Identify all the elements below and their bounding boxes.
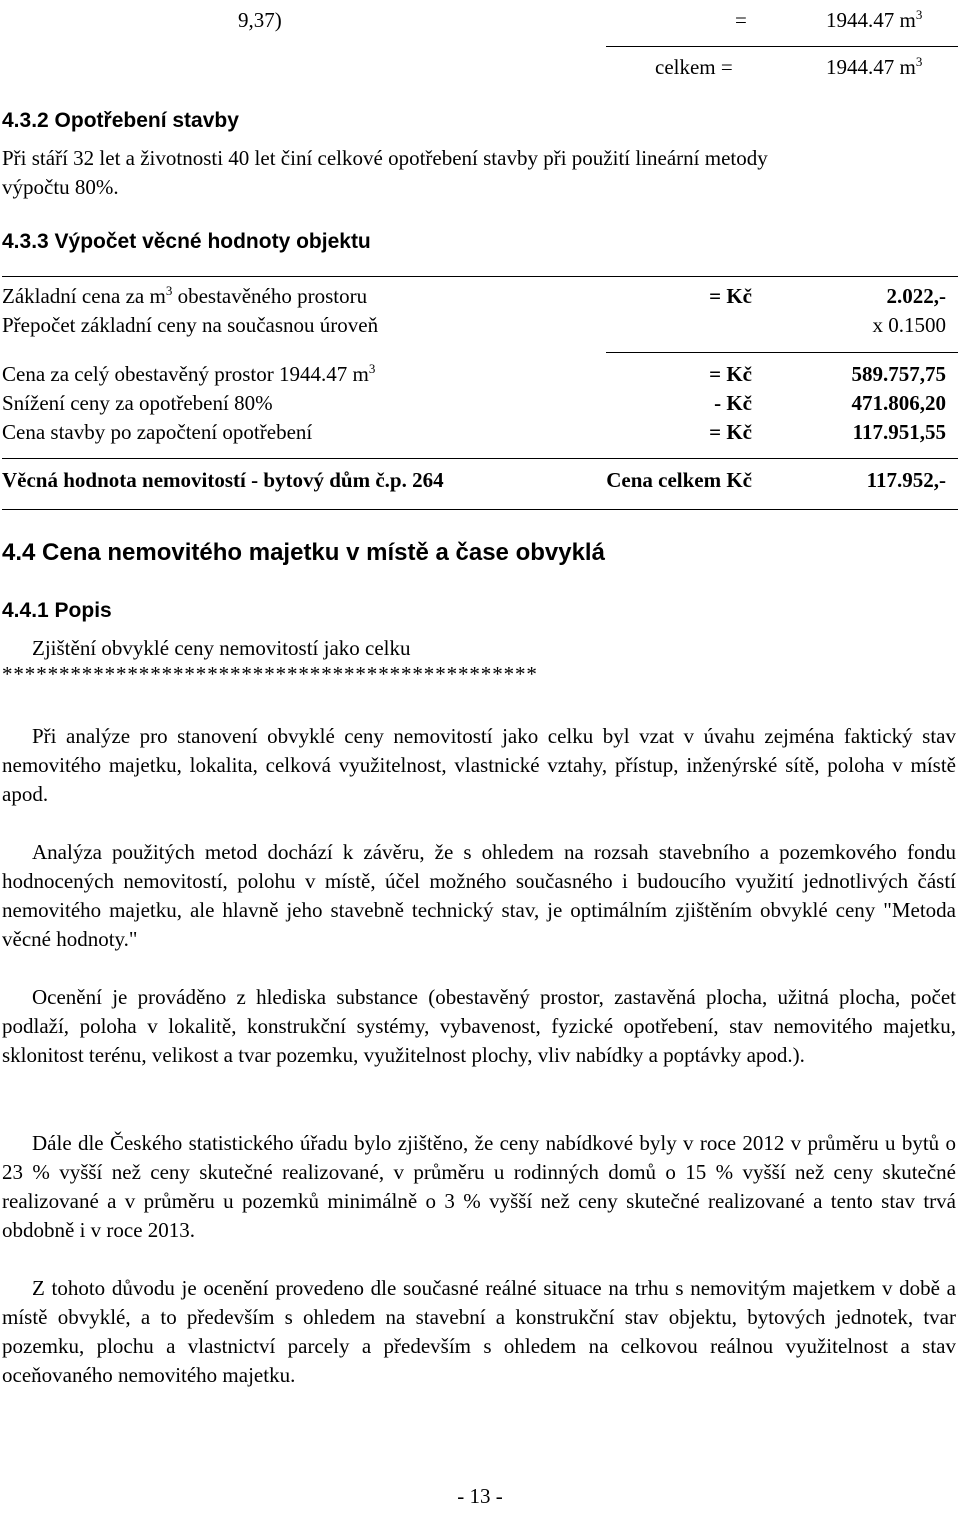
wear-text-line: Při stáří 32 let a životnosti 40 let činí celkové opotřebení stavby při použití lineární metody (2, 146, 768, 170)
section-heading-wear: 4.3.2 Opotřebení stavby (2, 109, 239, 132)
divider (2, 276, 958, 277)
top-row-value: 1944.47 $m^3$ (826, 7, 923, 32)
wear-text-line: výpočtu 80%. (2, 175, 119, 199)
intro-text: Zjištění obvyklé ceny nemovitostí jako celku (32, 636, 411, 660)
section-heading-usual-price: 4.4 Cena nemovitého majetku v místě a čase obvyklá (2, 539, 605, 566)
total-volume-value: 1944.47 $m^3$ (826, 54, 923, 79)
calc-row-value: x 0.1500 (872, 313, 946, 337)
calc-row-unit: = Kč (709, 284, 752, 308)
calc-row-label: Cena stavby po započtení opotřebení (2, 420, 313, 444)
calc-row-label: Snížení ceny za opotřebení 80% (2, 391, 273, 415)
page-number: - 13 - (457, 1484, 503, 1508)
paragraph: Ocenění je prováděno z hlediska substance (obestavěný prostor, zastavěná plocha, užitná plocha, počet podlaží, poloha v lokalitě, konstrukční systémy, vybavenost, fyzické opotřebení, stav nemovitého majetku, sklonitost terénu, velikost a tvar pozemku, využitelnost plochy, vliv nabídky a poptávky apod.). (2, 985, 956, 1067)
calc-row-unit: = Kč (709, 420, 752, 444)
paragraph: Analýza použitých metod dochází k závěru, že s ohledem na rozsah stavebního a pozemkového fondu hodnocených nemovitostí, polohu v místě, účel možného současného i budoucího využití jednotlivých částí nemovitého majetku, ale hlavně jeho stavebně technický stav, je optimálním zjištěním obvyklé ceny "Metoda věcné hodnoty." (2, 840, 956, 951)
stars-separator: *********************************************** (2, 662, 538, 686)
divider (2, 458, 958, 459)
calc-row-label: Základní cena za $m^3$ obestavěného prostoru (2, 283, 368, 308)
sub-heading-description: 4.4.1 Popis (2, 599, 112, 622)
section-heading-value: 4.3.3 Výpočet věcné hodnoty objektu (2, 230, 371, 253)
total-value-unit: Cena celkem Kč (606, 468, 752, 492)
paragraph: Z tohoto důvodu je ocenění provedeno dle současné reálné situace na trhu s nemovitým majetkem v době a místě obvyklé, a to především s ohledem na stavební a konstrukční stav objektu, bytových jednotek, tvar pozemku, plochu a vlastnictví parcely a především s ohledem na celkovou reálnou využitelnost a stav oceňovaného nemovitého majetku. (2, 1276, 956, 1387)
divider (2, 509, 958, 510)
calc-row-unit: = Kč (709, 362, 752, 386)
divider (606, 46, 958, 47)
divider (606, 352, 958, 353)
calc-row-value: 2.022,- (886, 284, 946, 308)
calc-row-value: 117.951,55 (852, 420, 946, 444)
top-row-label: 9,37) (238, 8, 282, 32)
calc-row-label: Cena za celý obestavěný prostor 1944.47 $m^3$ (2, 361, 376, 386)
paragraph: Při analýze pro stanovení obvyklé ceny nemovitostí jako celku byl vzat v úvahu zejména faktický stav nemovitého majetku, lokalita, celková využitelnost, vlastnické vztahy, přístup, inženýrské sítě, poloha v místě apod. (2, 724, 956, 806)
total-volume-label: celkem = (655, 55, 733, 79)
calc-row-unit: - Kč (714, 391, 752, 415)
calc-row-value: 471.806,20 (851, 391, 946, 415)
calc-row-value: 589.757,75 (851, 362, 946, 386)
total-value-label: Věcná hodnota nemovitostí - bytový dům č.p. 264 (2, 468, 444, 492)
top-row-eq: = (735, 8, 747, 32)
calc-row-label: Přepočet základní ceny na současnou úroveň (2, 313, 379, 337)
paragraph: Dále dle Českého statistického úřadu bylo zjištěno, že ceny nabídkové byly v roce 2012 v průměru u bytů o 23 % vyšší než ceny skutečné realizované, v průměru u rodinných domů o 15 % vyšší než ceny skutečné realizované a v průměru u pozemků minimálně o 3 % vyšší než ceny skutečné realizované a tento stav trvá obdobně i v roce 2013. (2, 1131, 956, 1242)
total-value-amount: 117.952,- (866, 468, 946, 492)
